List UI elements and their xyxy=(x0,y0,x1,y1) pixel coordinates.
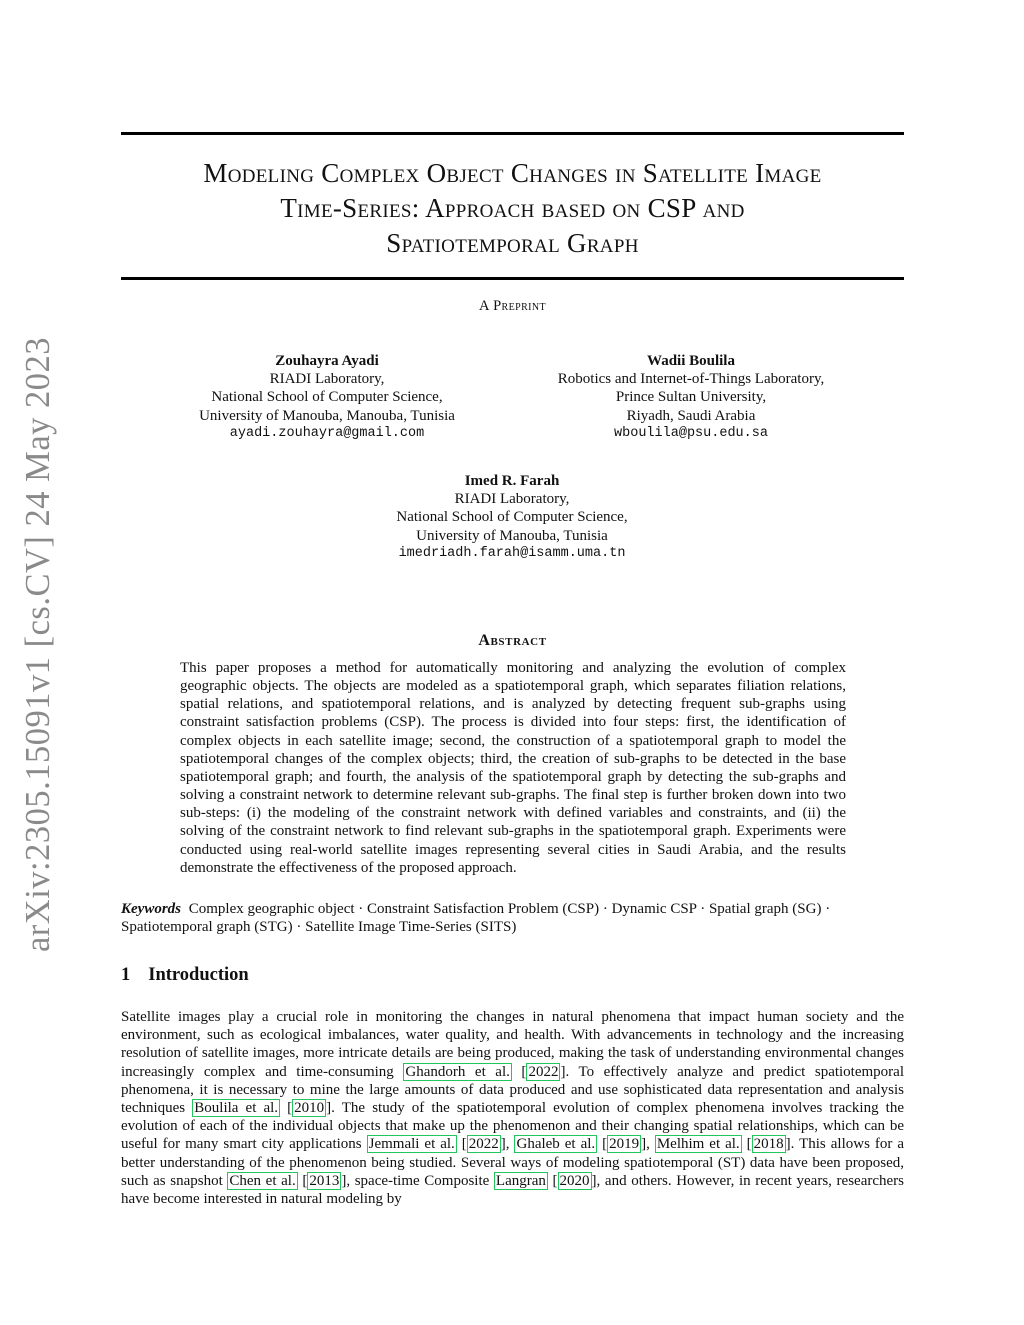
title-bottom-rule xyxy=(121,277,904,280)
body-text-segment: . To effectively analyze and predict spatiotemporal phenomena, it is necessary to mine the large amounts of data produced and use sophisticated data representation and analysis techniques xyxy=(121,1063,904,1117)
citation-link[interactable]: Langran xyxy=(495,1172,546,1189)
author-affiliation: National School of Computer Science, xyxy=(211,389,443,406)
keywords-label: Keywords xyxy=(121,901,181,917)
body-text-segment: , space-time Composite xyxy=(346,1172,490,1189)
author-block-farah xyxy=(352,472,672,563)
section-heading-introduction xyxy=(121,965,249,986)
introduction-paragraph: Satellite images play a crucial role in monitoring the changes in natural phenomena that impact human society and the environment, such as ecological imbalances, water quality, and health. With advancements in technology and the increasing resolution of satellite images, more intricate details are being produced, making the task of understanding environmental changes increasingly complex and time-consuming Ghandorh et al. [ 2022 ]. To effectively analyze and predict spatiotemporal phenomena, it is necessary to mine the large amounts of data produced and use sophisticated data representation and analysis techniques Boulila et al. [ 2010 ]. The study of the spatiotemporal evolution of complex phenomena involves tracking the evolution of each of the individual objects that make up the phenomenon and their changing spatial relationships, which can be useful for many smart city applications Jemmali et al. [ 2022 ], Ghaleb et al. [ 2019 ], Melhim et al. [ 2018 ]. This allows for a better understanding of the phenomenon being studied. Several ways of modeling spatiotemporal (ST) data have been proposed, such as snapshot Chen et al. [ 2013 ], space-time Composite Langran [ 2020 ], and others. However, in recent years, researchers have become interested in natural modeling by xyxy=(121,1009,904,1208)
author-name: Zouhayra Ayadi xyxy=(275,353,379,369)
keywords-block xyxy=(121,900,904,936)
citation-link[interactable]: Boulila et al. xyxy=(194,1100,279,1117)
author-affiliation: RIADI Laboratory, xyxy=(454,491,570,508)
citation-year-link[interactable]: 2018 xyxy=(753,1136,784,1153)
citation-year-link[interactable]: 2013 xyxy=(309,1172,340,1189)
author-block-ayadi xyxy=(177,352,477,443)
abstract-heading: Abstract xyxy=(478,632,547,649)
body-text-segment: Satellite images play a crucial role in monitoring the changes in natural phenomena that impact human society and the environment, such as ecological imbalances, water quality, and health. With advancements in technology and the increasing resolution of satellite images, more intricate details are being produced, making the task of understanding environmental changes increasingly complex and time-consuming xyxy=(121,1009,904,1080)
citation-year-link[interactable]: 2022 xyxy=(528,1063,559,1080)
keywords-list: Complex geographic object · Constraint Satisfaction Problem (CSP) · Dynamic CSP · Spatial graph (SG) · Spatiotemporal graph (STG) · Satellite Image Time-Series (SITS) xyxy=(121,901,831,936)
author-affiliation: University of Manouba, Manouba, Tunisia xyxy=(199,407,455,424)
author-affiliation: Prince Sultan University, xyxy=(615,389,767,406)
author-name: Imed R. Farah xyxy=(464,473,560,489)
arxiv-identifier-stamp xyxy=(16,336,62,952)
author-affiliation: National School of Computer Science, xyxy=(396,509,628,526)
section-title: Introduction xyxy=(148,965,249,985)
title-line-2: Time-Series: Approach based on CSP and xyxy=(280,193,745,223)
citation-year-link[interactable]: 2010 xyxy=(294,1100,325,1117)
title-line-3: Spatiotemporal Graph xyxy=(386,228,639,258)
title-line-1: Modeling Complex Object Changes in Satellite Image xyxy=(203,158,822,188)
author-block-boulila xyxy=(532,352,850,443)
author-email[interactable]: imedriadh.farah@isamm.uma.tn xyxy=(398,545,626,561)
citation-link[interactable]: Melhim et al. xyxy=(656,1136,740,1153)
author-affiliation: RIADI Laboratory, xyxy=(269,371,385,388)
abstract-body: This paper proposes a method for automatically monitoring and analyzing the evolution of complex geographic objects. The objects are modeled as a spatiotemporal graph, which separates filiation relations, spatial relations, and spatiotemporal relations, and is analyzed by detecting frequent sub-graphs using constraint satisfaction problems (CSP). The process is divided into four steps: first, the identification of complex objects in each satellite image; second, the construction of a spatiotemporal graph to model the spatiotemporal changes of the complex objects; third, the creation of sub-graphs to be detected in the base spatiotemporal graph; and fourth, the analysis of the spatiotemporal graph by detecting the sub-graphs and solving a constraint network to determine relevant sub-graphs. The final step is further broken down into two sub-steps: (i) the modeling of the constraint network with defined variables and constraints, and (ii) the solving of the constraint network to find relevant sub-graphs in the spatiotemporal graph. Experiments were conducted using real-world satellite images representing several cities in Saudi Arabia, and the results demonstrate the effectiveness of the proposed approach. xyxy=(180,660,846,876)
body-text-segment: , and others. However, in recent years, researchers have become interested in natural modeling by xyxy=(121,1172,904,1208)
citation-year-link[interactable]: 2020 xyxy=(559,1172,590,1189)
author-name: Wadii Boulila xyxy=(647,353,735,369)
title-top-rule xyxy=(121,132,904,135)
citation-link[interactable]: Jemmali et al. xyxy=(368,1136,455,1153)
author-affiliation: University of Manouba, Tunisia xyxy=(416,527,608,544)
author-affiliation: Robotics and Internet-of-Things Laboratory, xyxy=(557,371,825,388)
citation-link[interactable]: Ghaleb et al. xyxy=(516,1136,596,1153)
section-number: 1 xyxy=(121,965,131,985)
paper-title xyxy=(121,156,904,261)
body-text-segment: . The study of the spatiotemporal evolution of complex phenomena involves tracking the evolution of each of the individual objects that make up the phenomenon and their changing spatial relationships, which can be useful for many smart city applications xyxy=(121,1100,904,1153)
citation-year-link[interactable]: 2019 xyxy=(609,1136,640,1153)
citation-link[interactable]: Chen et al. xyxy=(229,1172,296,1189)
citation-year-link[interactable]: 2022 xyxy=(468,1136,499,1153)
arxiv-id-text: arXiv:2305.15091v1 [cs.CV] 24 May 2023 xyxy=(19,336,58,952)
author-email[interactable]: wboulila@psu.edu.sa xyxy=(614,425,768,441)
citation-link[interactable]: Ghandorh et al. xyxy=(405,1063,510,1080)
author-affiliation: Riyadh, Saudi Arabia xyxy=(626,407,756,424)
author-email[interactable]: ayadi.zouhayra@gmail.com xyxy=(229,425,425,441)
body-text-segment: . This allows for a better understanding of the phenomenon being studied. Several ways of modeling spatiotemporal (ST) data have been proposed, such as snapshot xyxy=(121,1136,904,1189)
preprint-label: A Preprint xyxy=(478,298,547,314)
